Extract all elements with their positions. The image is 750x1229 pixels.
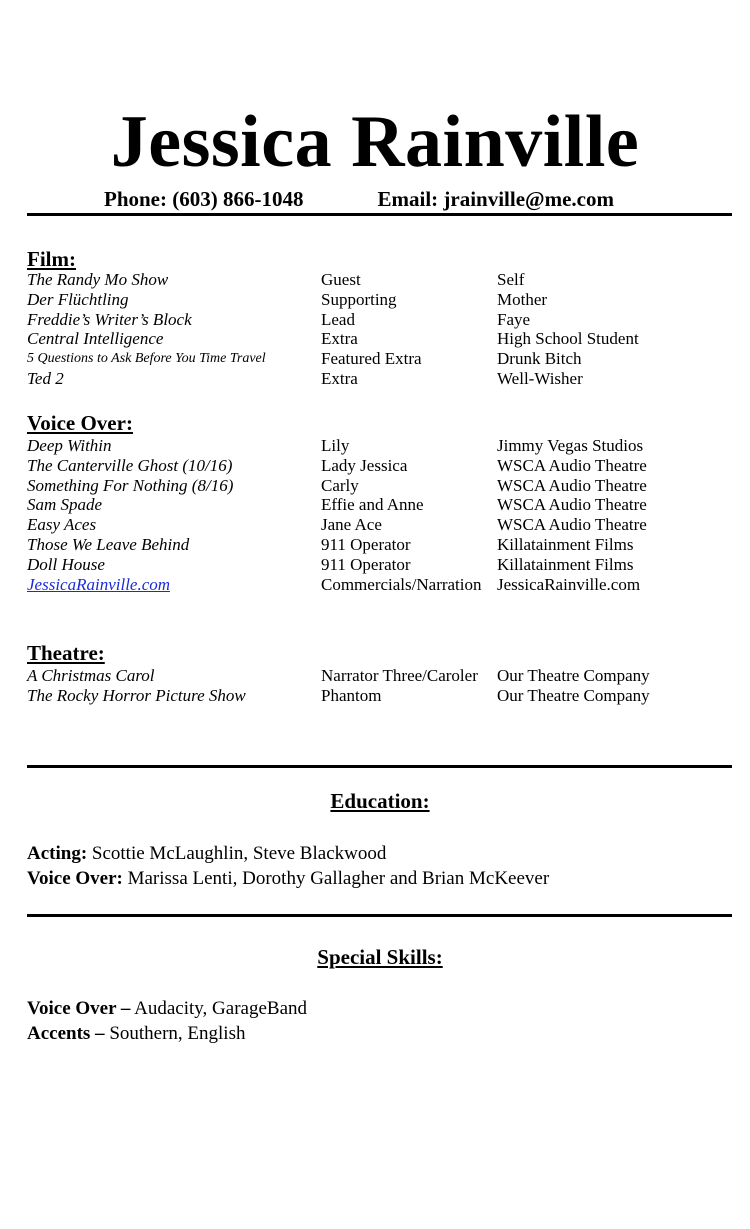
credit-row [27, 476, 732, 496]
credit-row [27, 456, 732, 476]
credit-character: Well-Wisher [497, 368, 583, 388]
education-voice-line [27, 867, 549, 891]
credit-character: High School Student [497, 329, 639, 349]
skill-accents-line [27, 1022, 245, 1046]
credit-role: Commercials/Narration [321, 574, 482, 594]
voice-over-value: Marissa Lenti, Dorothy Gallagher and Brian McKeever [122, 868, 550, 889]
credit-row [27, 310, 732, 330]
credit-project: The Rocky Horror Picture Show [27, 685, 246, 705]
credit-role: Jane Ace [321, 515, 382, 535]
credit-project: The Randy Mo Show [27, 270, 169, 289]
education-section-title: Education: [330, 789, 430, 813]
skill-voice-line [27, 997, 307, 1021]
credit-project: Der Flüchtling [27, 289, 129, 309]
skill-accents-label: Accents – [27, 1023, 105, 1044]
credit-project: Central Intelligence [27, 329, 164, 349]
credit-role: Phantom [321, 685, 382, 705]
credit-role: Supporting [321, 289, 397, 309]
skill-voice-label: Voice Over – [27, 998, 131, 1019]
credit-project: Sam Spade [27, 495, 103, 515]
credit-company: Our Theatre Company [497, 685, 650, 705]
skill-voice-value: Audacity, GarageBand [130, 998, 308, 1019]
credit-row [27, 555, 732, 575]
education-divider [27, 765, 732, 768]
credit-project: Easy Aces [27, 515, 97, 535]
credit-studio: Jimmy Vegas Studios [497, 436, 644, 455]
credit-role: 911 Operator [321, 554, 411, 574]
credit-character: Faye [497, 309, 531, 329]
special-skills-section-title: Special Skills: [317, 945, 443, 969]
credit-studio: JessicaRainville.com [497, 574, 641, 594]
credit-studio: WSCA Audio Theatre [497, 515, 647, 535]
film-credits-list [27, 270, 732, 389]
credit-project: The Canterville Ghost (10/16) [27, 455, 233, 475]
credit-studio: WSCA Audio Theatre [497, 495, 647, 515]
credit-row [27, 666, 732, 686]
credit-project: Ted 2 [27, 368, 64, 388]
contact-line [104, 186, 614, 212]
credit-project: Something For Nothing (8/16) [27, 475, 234, 495]
credit-project: A Christmas Carol [27, 666, 155, 685]
skills-divider [27, 914, 732, 917]
credit-row [27, 515, 732, 535]
acting-value: Scottie McLaughlin, Steve Blackwood [87, 843, 387, 864]
credit-studio: Killatainment Films [497, 534, 634, 554]
credit-role: Effie and Anne [321, 495, 424, 515]
credit-project: Those We Leave Behind [27, 534, 190, 554]
credit-role: Narrator Three/Caroler [321, 666, 478, 685]
credit-row [27, 369, 732, 389]
website-cell [27, 575, 170, 595]
credit-role: Carly [321, 475, 359, 495]
film-section-title: Film: [27, 247, 76, 271]
credit-row-website [27, 575, 732, 595]
credit-studio: WSCA Audio Theatre [497, 475, 647, 495]
credit-role: Extra [321, 368, 358, 388]
credit-row [27, 270, 732, 290]
website-link[interactable]: JessicaRainville.com [27, 574, 171, 594]
credit-studio: Killatainment Films [497, 554, 634, 574]
skill-accents-value: Southern, English [104, 1023, 246, 1044]
theatre-section-title: Theatre: [27, 641, 105, 665]
credit-character: Drunk Bitch [497, 349, 582, 369]
credit-row [27, 329, 732, 349]
voice-over-section-title: Voice Over: [27, 411, 133, 435]
credit-role: Guest [321, 270, 361, 289]
credit-row [27, 290, 732, 310]
phone-text: Phone: (603) 866-1048 [104, 187, 304, 211]
credit-role: Extra [321, 329, 358, 349]
header-divider [27, 213, 732, 216]
theatre-credits-list [27, 666, 732, 706]
credit-company: Our Theatre Company [497, 666, 650, 685]
credit-project: Doll House [27, 554, 105, 574]
credit-role: Featured Extra [321, 349, 422, 369]
acting-label: Acting: [27, 843, 88, 864]
credit-row [27, 436, 732, 456]
credit-character: Mother [497, 289, 548, 309]
voice-over-label: Voice Over: [27, 868, 123, 889]
education-acting-line [27, 842, 386, 866]
credit-role: Lily [321, 436, 350, 455]
credit-studio: WSCA Audio Theatre [497, 455, 647, 475]
credit-project: Deep Within [27, 436, 112, 455]
credit-row [27, 495, 732, 515]
credit-project: Freddie’s Writer’s Block [27, 309, 192, 329]
credit-role: 911 Operator [321, 534, 411, 554]
credit-character: Self [497, 270, 525, 289]
credit-row [27, 535, 732, 555]
resume-name: Jessica Rainville [110, 101, 640, 183]
credit-role: Lead [321, 309, 355, 329]
voice-over-credits-list [27, 436, 732, 594]
credit-row [27, 349, 732, 369]
credit-row [27, 686, 732, 706]
credit-role: Lady Jessica [321, 455, 408, 475]
credit-project: 5 Questions to Ask Before You Time Travel [27, 351, 266, 367]
email-text: Email: jrainville@me.com [377, 187, 614, 211]
